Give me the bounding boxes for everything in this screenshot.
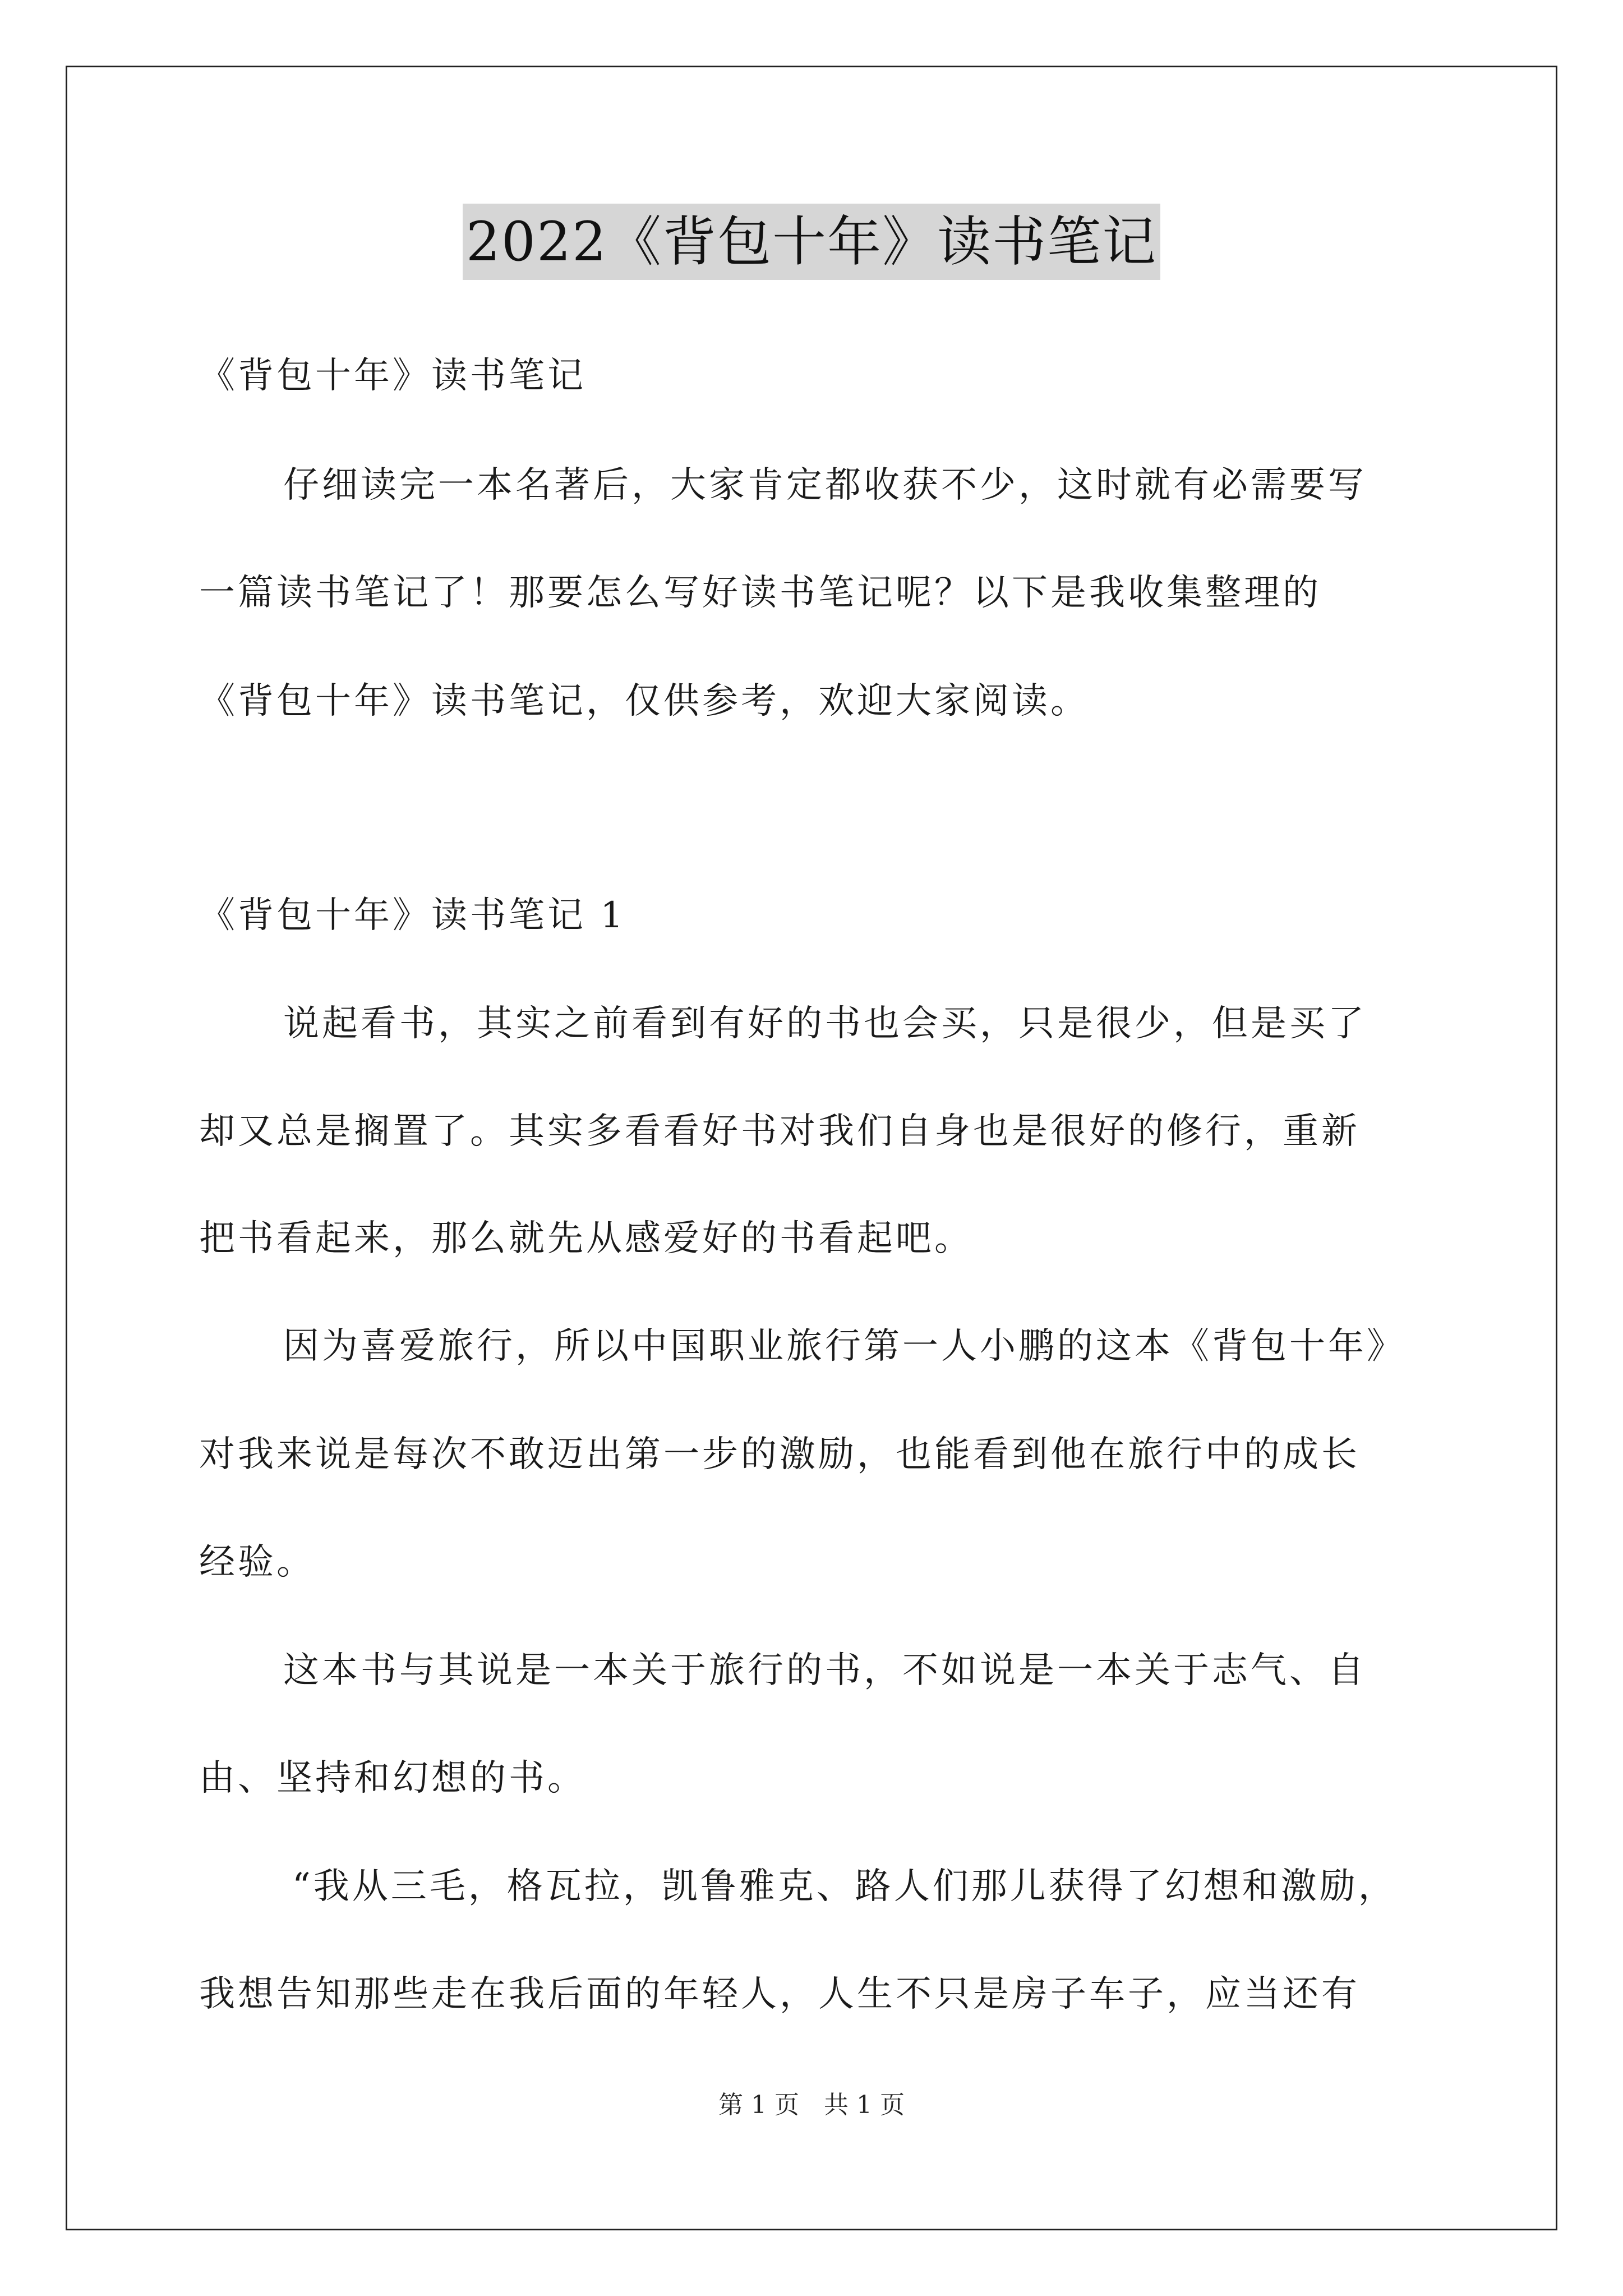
title-container (0, 204, 1623, 280)
intro-line-2: 一篇读书笔记了！那要怎么写好读书笔记呢？以下是我收集整理的 (199, 572, 1321, 614)
intro-line-1: 仔细读完一本名著后，大家肯定都收获不少，这时就有必需要写 (283, 464, 1367, 506)
body-line-6: 经验。 (199, 1542, 315, 1583)
page-footer: 第 1 页 共 1 页 (718, 2091, 905, 2119)
body-line-1: 说起看书，其实之前看到有好的书也会买，只是很少，但是买了 (283, 1003, 1367, 1045)
body-line-8: 由、坚持和幻想的书。 (199, 1757, 586, 1799)
intro-line-3: 《背包十年》读书笔记，仅供参考，欢迎大家阅读。 (199, 680, 1089, 722)
body-line-9: “我从三毛，格瓦拉，凯鲁雅克、路人们那儿获得了幻想和激励， (292, 1866, 1397, 1907)
body-line-2: 却又总是搁置了。其实多看看好书对我们自身也是很好的修行，重新 (199, 1111, 1360, 1152)
body-line-5: 对我来说是每次不敢迈出第一步的激励，也能看到他在旅行中的成长 (199, 1434, 1360, 1475)
body-line-3: 把书看起来，那么就先从感爱好的书看起吧。 (199, 1218, 973, 1259)
body-line-7: 这本书与其说是一本关于旅行的书，不如说是一本关于志气、自 (283, 1650, 1367, 1691)
body-line-10: 我想告知那些走在我后面的年轻人，人生不只是房子车子，应当还有 (199, 1973, 1360, 2015)
section-heading: 《背包十年》读书笔记 1 (199, 895, 626, 936)
document-heading: 《背包十年》读书笔记 (199, 355, 586, 397)
document-title: 2022《背包十年》读书笔记 (463, 204, 1160, 280)
body-line-4: 因为喜爱旅行，所以中国职业旅行第一人小鹏的这本《背包十年》 (283, 1326, 1405, 1367)
